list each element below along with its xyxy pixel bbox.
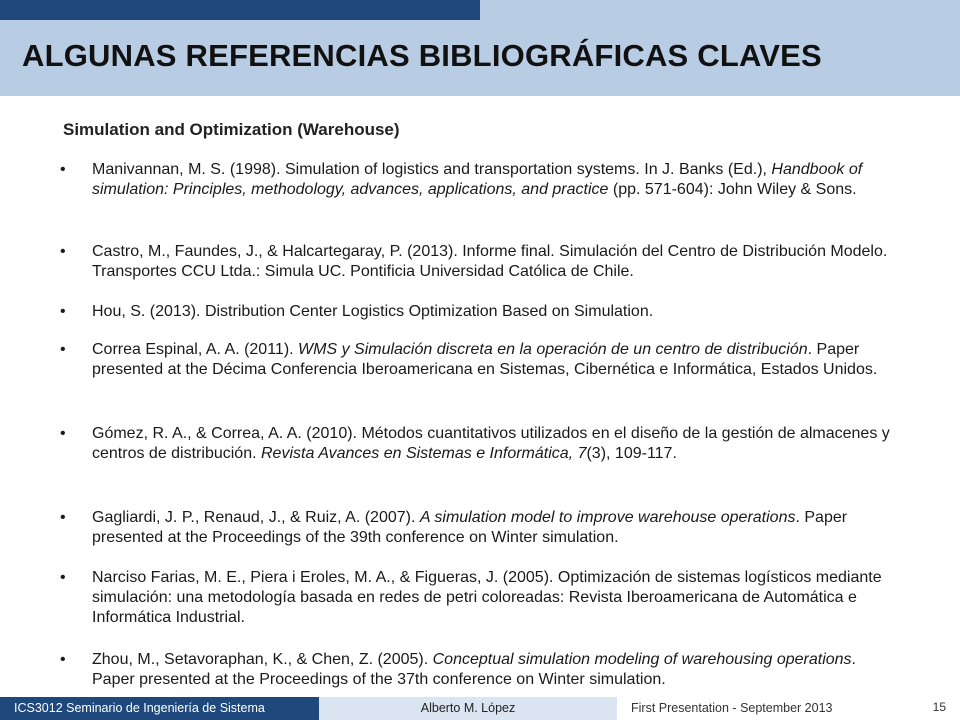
- reference-text: [92, 242, 900, 282]
- reference-plain-after: . Paper presented at the Proceedings of the 39th conference on Winter simulation.: [92, 509, 848, 546]
- footer-presentation: [617, 697, 960, 720]
- top-accent-bar-dark: [0, 0, 480, 20]
- reference-text: [92, 302, 900, 322]
- slide-content: [0, 96, 960, 696]
- reference-plain-after: . Paper presented at the Décima Conferencia Iberoamericana en Sistemas, Cibernética e Informática, Estados Unidos.: [92, 341, 878, 378]
- reference-text: [92, 340, 900, 380]
- reference-item: [60, 650, 900, 690]
- bullet-marker: •: [60, 341, 66, 358]
- reference-text: [92, 650, 900, 690]
- reference-item: [60, 160, 900, 200]
- reference-text: [92, 568, 900, 628]
- reference-plain: Narciso Farias, M. E., Piera i Eroles, M. A., & Figueras, J. (2005). Optimización de sistemas logísticos mediante simulación: una metodología basada en redes de petri coloreadas: Revista Iberoamericana de Automática e Informática Industrial.: [92, 569, 882, 626]
- reference-item: [60, 302, 900, 322]
- reference-item: [60, 340, 900, 380]
- reference-italic: Conceptual simulation modeling of warehousing operations: [432, 651, 852, 668]
- reference-text: [92, 160, 900, 200]
- bullet-marker: •: [60, 243, 66, 260]
- reference-plain-after: . Paper presented at the Proceedings of the 37th conference on Winter simulation.: [92, 651, 856, 688]
- reference-plain-after: (pp. 571-604): John Wiley & Sons.: [608, 181, 857, 198]
- reference-plain: Manivannan, M. S. (1998). Simulation of logistics and transportation systems. In J. Banks (Ed.),: [92, 161, 772, 178]
- top-accent-bar: [0, 0, 960, 20]
- reference-italic: Handbook of simulation: Principles, methodology, advances, applications, and practice: [92, 161, 863, 198]
- reference-plain: Zhou, M., Setavoraphan, K., & Chen, Z. (2005).: [92, 651, 433, 668]
- slide-footer: [0, 697, 960, 720]
- reference-plain: Castro, M., Faundes, J., & Halcartegaray, P. (2013). Informe final. Simulación del Centro de Distribución Modelo. Transportes CCU Ltda.: Simula UC. Pontificia Universidad Católica de Chile.: [92, 243, 888, 280]
- reference-plain: Hou, S. (2013). Distribution Center Logistics Optimization Based on Simulation.: [92, 303, 654, 320]
- bullet-marker: •: [60, 425, 66, 442]
- footer-presentation-label: First Presentation - September 2013: [631, 701, 833, 715]
- reference-italic: Revista Avances en Sistemas e Informática, 7: [260, 445, 587, 462]
- section-heading: Simulation and Optimization (Warehouse): [63, 120, 400, 139]
- reference-item: [60, 242, 900, 282]
- reference-plain: Gagliardi, J. P., Renaud, J., & Ruiz, A. (2007).: [92, 509, 420, 526]
- reference-item: [60, 424, 900, 464]
- bullet-marker: •: [60, 509, 66, 526]
- reference-italic: A simulation model to improve warehouse operations: [419, 509, 796, 526]
- page-number: 15: [932, 700, 946, 714]
- reference-text: [92, 424, 900, 464]
- reference-item: [60, 508, 900, 548]
- bullet-marker: •: [60, 651, 66, 668]
- bullet-marker: •: [60, 161, 66, 178]
- reference-plain: Correa Espinal, A. A. (2011).: [92, 341, 299, 358]
- bullet-marker: •: [60, 569, 66, 586]
- reference-item: [60, 568, 900, 628]
- reference-italic: WMS y Simulación discreta en la operación de un centro de distribución: [298, 341, 808, 358]
- reference-text: [92, 508, 900, 548]
- reference-plain-after: (3), 109-117.: [586, 445, 677, 462]
- slide-title: ALGUNAS REFERENCIAS BIBLIOGRÁFICAS CLAVES: [22, 38, 822, 73]
- reference-plain: Gómez, R. A., & Correa, A. A. (2010). Métodos cuantitativos utilizados en el diseño de la gestión de almacenes y centros de distribución.: [92, 425, 890, 462]
- bullet-marker: •: [60, 303, 66, 320]
- footer-author: Alberto M. López: [319, 697, 617, 720]
- footer-course: ICS3012 Seminario de Ingeniería de Sistema: [0, 697, 319, 720]
